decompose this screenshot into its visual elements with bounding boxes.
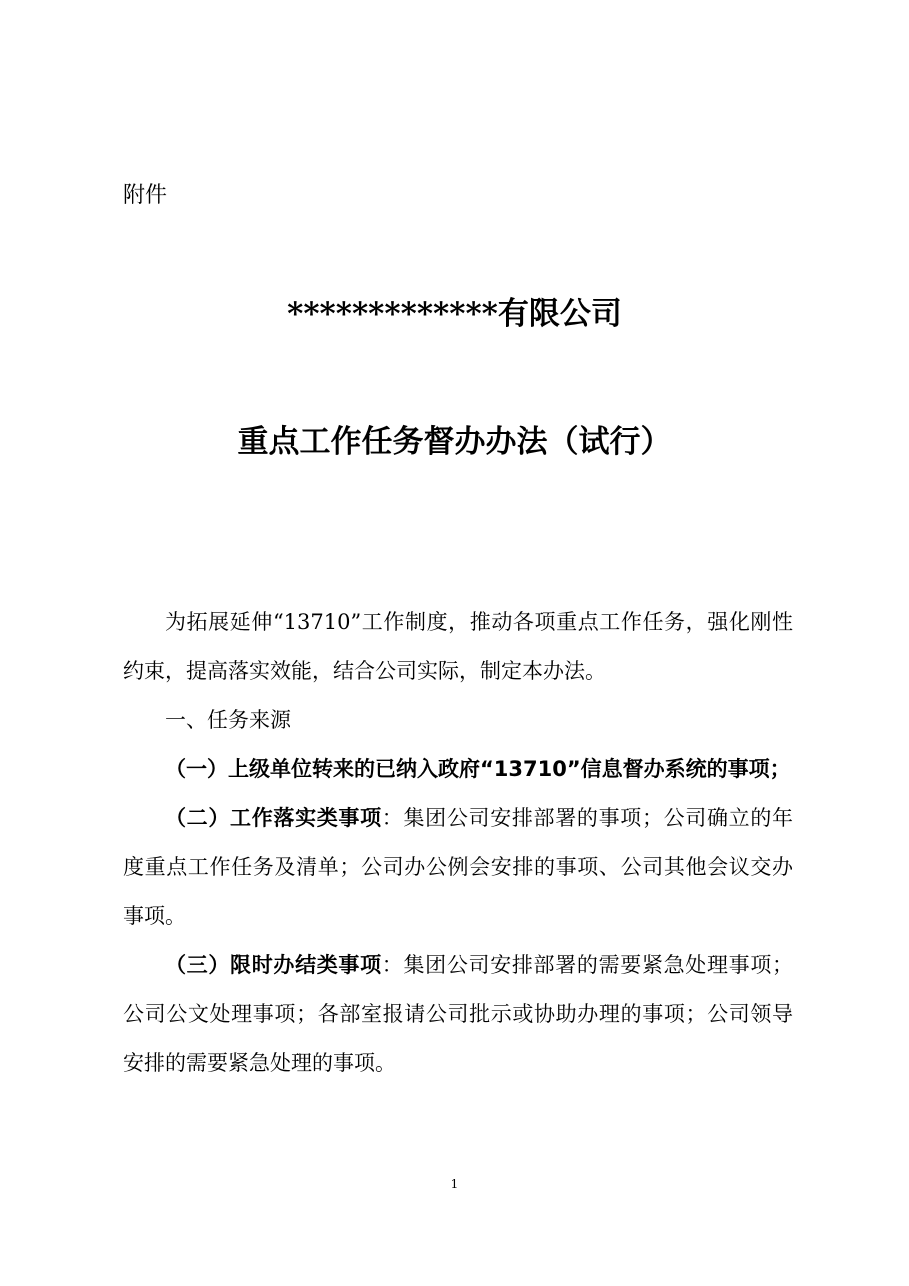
item-lead: （一）上级单位转来的已纳入政府“13710”信息督办系统的事项； xyxy=(165,757,791,781)
item-lead: （二）工作落实类事项 xyxy=(165,806,382,830)
item-lead: （三）限时办结类事项 xyxy=(165,953,382,977)
document-body xyxy=(123,598,793,1088)
list-item xyxy=(123,794,793,941)
item-text: ：集团公司安排部署的事项；公司确立的年度重点工作任务及清单；公司办公例会安排的事项、公司其他会议交办事项。 xyxy=(123,806,794,928)
intro-paragraph: 为拓展延伸“13710”工作制度，推动各项重点工作任务，强化刚性约束，提高落实效能，结合公司实际，制定本办法。 xyxy=(123,610,793,683)
company-title: *************有限公司 xyxy=(287,296,622,332)
page-number: 1 xyxy=(450,1177,459,1191)
list-item xyxy=(123,745,793,794)
document-title: 重点工作任务督办办法（试行） xyxy=(237,424,672,460)
item-text: ：集团公司安排部署的需要紧急处理事项；公司公文处理事项；各部室报请公司批示或协助办理的事项；公司领导安排的需要紧急处理的事项。 xyxy=(123,953,794,1075)
section-heading: 一、任务来源 xyxy=(165,708,291,732)
list-item xyxy=(123,941,793,1088)
attachment-label: 附件 xyxy=(123,183,168,208)
